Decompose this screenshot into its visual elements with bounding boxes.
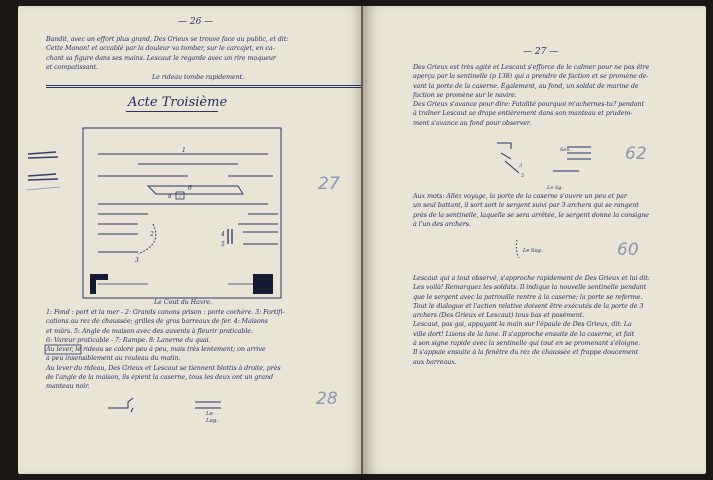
section-rule-double xyxy=(46,87,362,88)
set-caption: Le Cout du Havre. xyxy=(154,298,212,306)
right-sketch-label-sg: Le Sg. xyxy=(547,185,564,191)
stage-action-paragraph: Au lever, le rideau se colore peu à peu, mais très lentement; on arrive à peu insensiblement au rouleau du matin. Au lever du rideau, Des Grieux et Lescaut se tiennent blottis à droite, près de l'angle de la maison, ils épient la caserne, tous les deux ont un grand manteau noir. xyxy=(46,345,281,391)
stage-label-1: 1 xyxy=(182,147,186,154)
act-title-underline xyxy=(126,111,218,112)
right-pencil-mark-1: 62 xyxy=(625,144,647,164)
left-pencil-mark-1: 27 xyxy=(318,174,340,194)
right-paragraph-1: Des Grieux est très agité et Lescaut s'efforce de le calmer pour ne pas être aperçu par la sentinelle (p 138) qui a prendre de faction et se promène de- vant la porte de la caserne. Également, au fond, un soldat de marine de faction se promène sur le navire. Des Grieux s'avance pour dire: Fatalité pourquoi m'achernes-tu? pendant à traîner Lescaut se drape entièrement dans son manteau et prudem- ment s'avance au fond pour observer. xyxy=(413,63,650,127)
stage-label-8: 8 xyxy=(168,194,172,200)
right-paragraph-3: Lescaut qui a tout observé, s'approche rapidement de Des Grieux et lui dit: Les voilà! Remarquez les soldats. Il indique la nouvelle sentinelle pendant que le sergent avec la patrouille rentre à la caserne; la porte se referme. Tout le dialogue et l'action relative doivent être exécutés de la porte de 3 archers (Des Grieux et Lescaut) tous bas et posément. Lescaut, pas gai, appuyant la main sur l'épaule de Des Grieux, dit: La ville dort! Lisons de la lune. Il s'approche ensuite de la caserne, et fait à son signe rapide avec la sentinelle qui tout en se promenant s'éloigne. Il s'appuie ensuite à la fenêtre du rez de chaussée et frappe doucement aux barreaux. xyxy=(413,274,650,366)
right-sketch-label-sen: Sen. xyxy=(560,147,572,153)
stage-label-2: 2 xyxy=(150,231,154,238)
set-legend: 1: Fond : port et la mer - 2: Grands canons prison : porte cochère. 3: Fortifi- cations au rez de chaussée; grilles de gros barreaux de fer. 4: Maisons et mûrs. 5: Angle de maison avec des auvents à fleurir praticable. 6: Vareur praticable - 7: Rampe. 8: Lanerne du quai. xyxy=(46,308,285,344)
left-opening-paragraph: Bandit, avec un effort plus grand, Des Grieux se trouve face au public, et dit: Cette Manon! et accablé par la douleur va tomber, sur le carcajet, en ca- chant sa figure dans ses mains. Lescaut le regarde avec un rire moqueur et compatissant. xyxy=(46,35,289,71)
right-page-number: — 27 — xyxy=(523,47,559,57)
left-page-number: — 26 — xyxy=(178,17,214,27)
stage-set-diagram xyxy=(78,124,288,302)
right-paragraph-2: Aux mots: Allez voyage, la porte de la caserne s'ouvre un peu et par un seul battant, il sort sort le sergent suivi par 3 archers qui se rangent près de la sentinelle, laquelle se sera arrêtée, le sergent donne la consigne à l'un des archers. xyxy=(413,192,649,228)
left-page xyxy=(18,6,363,474)
stage-label-3: 3 xyxy=(135,257,139,264)
stage-label-4: 4 xyxy=(221,231,225,238)
book-spread xyxy=(18,6,706,474)
margin-pencil-strokes xyxy=(22,146,62,196)
stage-label-6: 6 xyxy=(188,185,192,192)
highlight-box xyxy=(44,344,84,356)
bottom-sketch-label: Le Lag. xyxy=(206,411,219,424)
right-sketch-label-3: 3 xyxy=(519,163,523,169)
act-title: Acte Troisième xyxy=(128,95,228,110)
section-rule xyxy=(46,85,362,86)
curtain-note: Le rideau tombe rapidement. xyxy=(151,73,245,81)
bottom-sketch xyxy=(103,388,253,428)
stage-label-5: 5 xyxy=(221,241,225,248)
left-pencil-mark-2: 28 xyxy=(316,389,338,409)
right-sketch-label-sug: Le Sug. xyxy=(523,248,543,254)
stage-label-7: 7 xyxy=(178,194,182,200)
right-pencil-mark-2: 60 xyxy=(617,240,639,260)
right-page xyxy=(363,6,706,474)
right-sketch-label-5: 5 xyxy=(521,173,525,179)
